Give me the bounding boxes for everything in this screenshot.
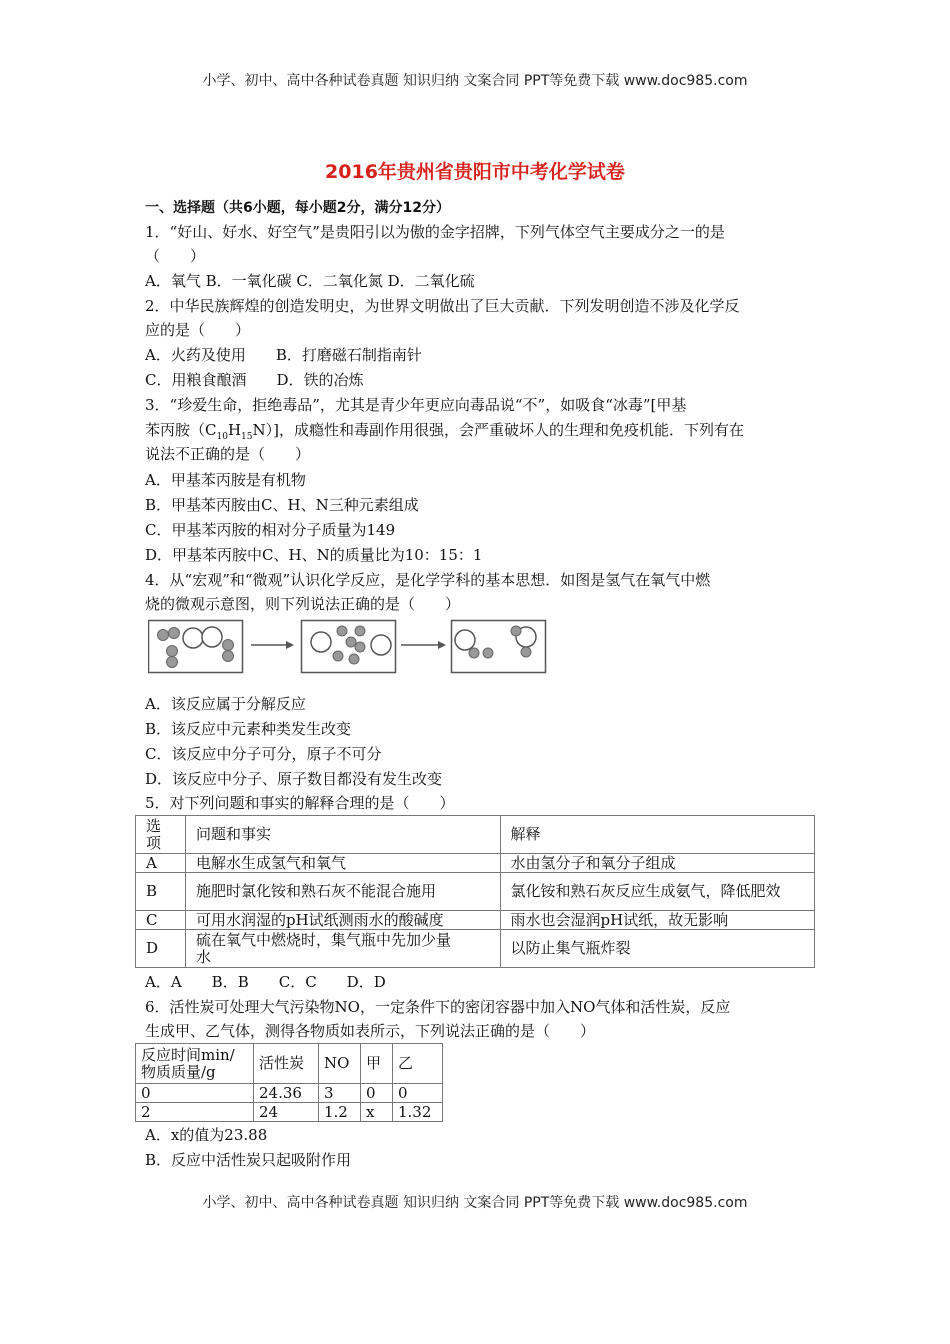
q2-options-cd: C．用粮食酿酒 D．铁的冶炼	[145, 371, 364, 389]
table-header-cell: 反应时间min/物质质量/g	[136, 1044, 254, 1084]
table-row: A 电解水生成氢气和氧气 水由氢分子和氧分子组成	[136, 854, 815, 873]
q4-option-d: D．该反应中分子、原子数目都没有发生改变	[145, 770, 443, 788]
table-header-cell: NO	[319, 1044, 361, 1084]
q3-option-c: C．甲基苯丙胺的相对分子质量为149	[145, 521, 396, 539]
table-row: 2 24 1.2 x 1.32	[136, 1103, 443, 1122]
table-header-cell: 甲	[361, 1044, 393, 1084]
q6-table	[135, 1043, 443, 1122]
q3-option-b: B．甲基苯丙胺由C、H、N三种元素组成	[145, 496, 419, 514]
reaction-diagram	[148, 618, 548, 676]
q6-option-a: A．x的值为23.88	[145, 1126, 268, 1144]
page-footer: 小学、初中、高中各种试卷真题 知识归纳 文案合同 PPT等免费下载 www.doc985.com	[202, 1195, 748, 1211]
table-header-cell: 活性炭	[254, 1044, 319, 1084]
page-header: 小学、初中、高中各种试卷真题 知识归纳 文案合同 PPT等免费下载 www.doc985.com	[202, 73, 748, 89]
q4-option-c: C．该反应中分子可分，原子不可分	[145, 745, 382, 763]
q6-option-b: B．反应中活性炭只起吸附作用	[145, 1151, 352, 1169]
table-header-row	[136, 1044, 443, 1084]
q2-stem-cont: 应的是（ ）	[145, 321, 251, 339]
table-row: C 可用水润湿的pH试纸测雨水的酸碱度 雨水也会湿润pH试纸，故无影响	[136, 911, 815, 930]
q3-option-a: A．甲基苯丙胺是有机物	[145, 471, 306, 489]
q4-option-b: B．该反应中元素种类发生改变	[145, 720, 352, 738]
section-heading: 一、选择题（共6小题，每小题2分，满分12分）	[145, 200, 450, 216]
q5-stem: 5．对下列问题和事实的解释合理的是（ ）	[145, 794, 455, 812]
table-header-cell: 选项	[136, 816, 186, 854]
page-title: 2016年贵州省贵阳市中考化学试卷	[325, 161, 625, 183]
table-header-cell: 问题和事实	[185, 816, 500, 854]
q1-stem: 1．“好山、好水、好空气”是贵阳引以为傲的金字招牌，下列气体空气主要成分之一的是	[145, 223, 725, 241]
q4-stem-cont: 烧的微观示意图，则下列说法正确的是（ ）	[145, 595, 461, 613]
q3-stem-cont2: 说法不正确的是（ ）	[145, 445, 311, 463]
q3-option-d: D．甲基苯丙胺中C、H、N的质量比为10：15：1	[145, 546, 483, 564]
q5-table	[135, 815, 815, 968]
q6-stem-cont: 生成甲、乙气体，测得各物质如表所示，下列说法正确的是（ ）	[145, 1022, 596, 1040]
q1-stem-cont: （ ）	[145, 247, 206, 265]
q1-options: A．氧气 B．一氧化碳 C．二氧化氮 D．二氧化硫	[145, 272, 475, 290]
q2-options-ab: A．火药及使用 B．打磨磁石制指南针	[145, 346, 422, 364]
table-row: 0 24.36 3 0 0	[136, 1084, 443, 1103]
q2-stem: 2．中华民族辉煌的创造发明史，为世界文明做出了巨大贡献．下列发明创造不涉及化学反	[145, 297, 740, 315]
q4-option-a: A．该反应属于分解反应	[145, 695, 306, 713]
table-row: D 硫在氧气中燃烧时，集气瓶中先加少量水 以防止集气瓶炸裂	[136, 930, 815, 968]
q5-options: A．A B．B C．C D．D	[145, 973, 386, 991]
q6-stem: 6．活性炭可处理大气污染物NO，一定条件下的密闭容器中加入NO气体和活性炭，反应	[145, 998, 731, 1016]
q3-stem-cont: 苯丙胺$(C_{10}H_{15}N)$]，成瘾性和毒副作用很强，会严重破坏人的生理和免疫机能．下列有在	[145, 421, 744, 442]
table-header-cell: 乙	[393, 1044, 443, 1084]
q3-stem: 3．“珍爱生命，拒绝毒品”，尤其是青少年更应向毒品说“不”，如吸食“冰毒”[甲基	[145, 396, 687, 414]
table-row: B 施肥时氯化铵和熟石灰不能混合施用 氯化铵和熟石灰反应生成氨气，降低肥效	[136, 873, 815, 911]
table-header-cell: 解释	[500, 816, 815, 854]
table-header-row	[136, 816, 815, 854]
q4-stem: 4．从“宏观”和“微观”认识化学反应，是化学学科的基本思想．如图是氢气在氧气中燃	[145, 571, 711, 589]
